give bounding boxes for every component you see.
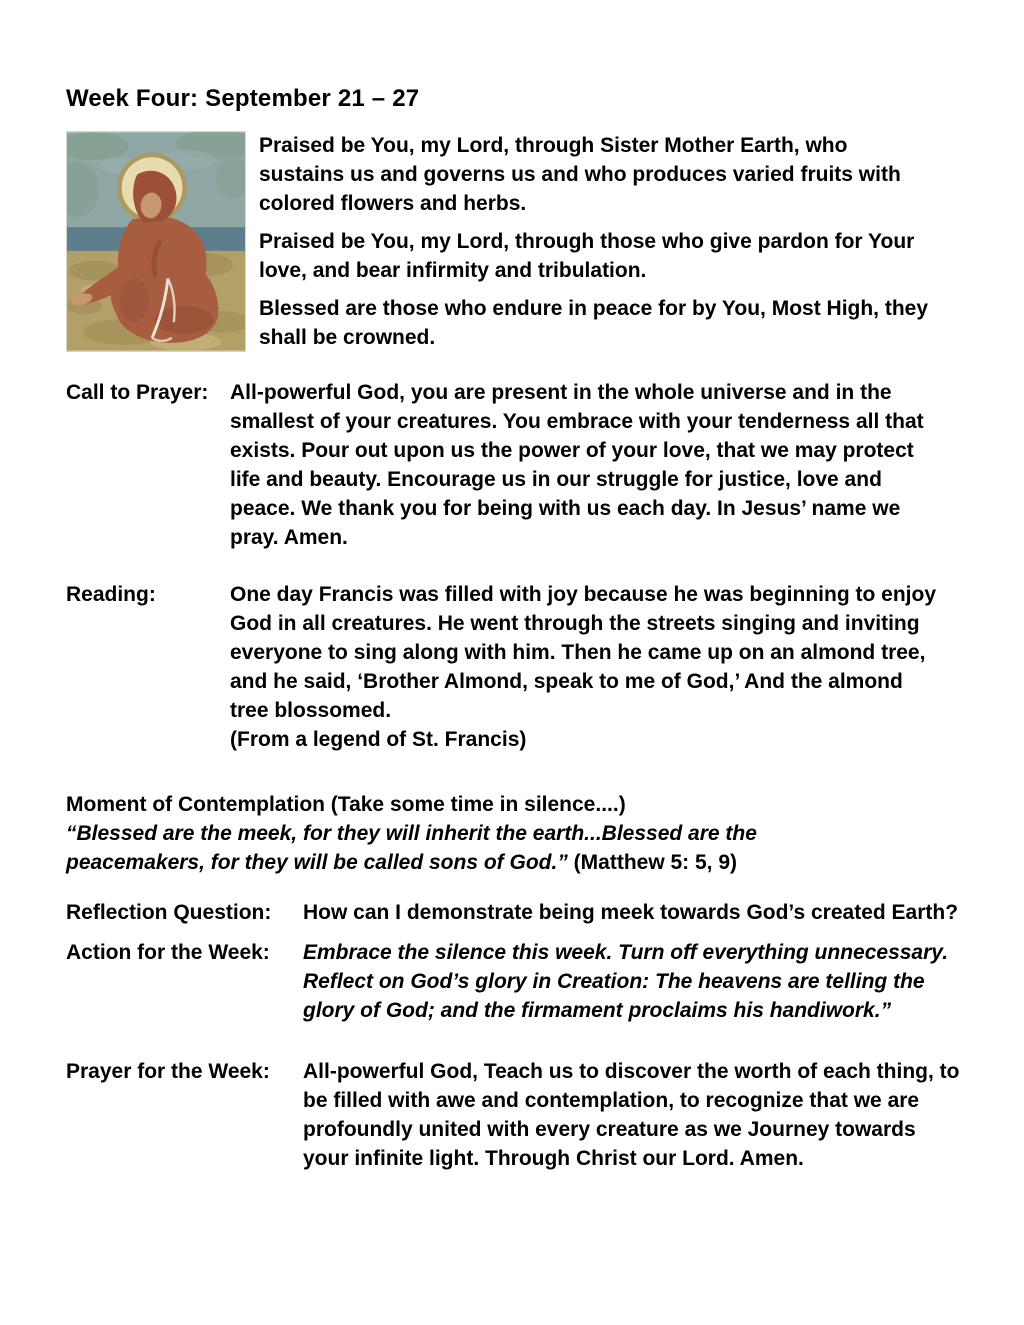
reading-section [66, 580, 960, 754]
call-to-prayer-section [66, 378, 960, 552]
call-to-prayer-label: Call to Prayer: [66, 381, 209, 404]
contemplation-section [66, 790, 960, 877]
reading-label: Reading: [66, 583, 156, 606]
page-title: Week Four: September 21 – 27 [66, 85, 420, 112]
canticle-paragraph-1: Praised be You, my Lord, through Sister Mother Earth, who sustains us and governs us and who produces varied fruits with colored flowers and herbs. [259, 134, 901, 215]
contemplation-quote: “Blessed are the meek, for they will inherit the earth...Blessed are the peacemakers, for they will be called sons of God.” [66, 822, 757, 874]
prayer-for-week-section [66, 1057, 960, 1173]
reading-text [230, 580, 940, 754]
reflection-question-label: Reflection Question: [66, 901, 272, 924]
prayer-for-week-text: All-powerful God, Teach us to discover the worth of each thing, to be filled with awe and contemplation, to recognize that we are profoundly united with every creature as we Journey towards your infinite light. Through Christ our Lord. Amen. [303, 1060, 960, 1170]
reflection-question-text: How can I demonstrate being meek towards God’s created Earth? [303, 901, 959, 924]
call-to-prayer-text: All-powerful God, you are present in the whole universe and in the smallest of your creatures. You embrace with your tenderness all that exists. Pour out upon us the power of your love, that we may protect life and beauty. Encourage us in our struggle for justice, love and peace. We thank you for being with us each day. In Jesus’ name we pray. Amen. [230, 381, 924, 549]
contemplation-heading: Moment of Contemplation (Take some time in silence....) [66, 793, 626, 816]
action-for-week-section [66, 938, 960, 1025]
st-francis-painting-art [67, 132, 245, 351]
reading-body: One day Francis was filled with joy because he was beginning to enjoy God in all creatures. He went through the streets singing and inviting everyone to sing along with him. Then he came up on an almond tree, and he said, ‘Brother Almond, speak to me of God,’ And the almond tree blossomed. [230, 583, 937, 722]
st-francis-painting [66, 131, 246, 352]
contemplation-quote-line [66, 819, 866, 877]
reflection-question-section [66, 898, 960, 927]
action-for-week-text: Embrace the silence this week. Turn off everything unnecessary. Reflect on God’s glory in Creation: The heavens are telling the glory of God; and the firmament proclaims his handiwork.” [303, 941, 949, 1022]
canticle-paragraphs [259, 131, 935, 352]
canticle-paragraph-3: Blessed are those who endure in peace for by You, Most High, they shall be crowned. [259, 297, 929, 349]
canticle-paragraph-2: Praised be You, my Lord, through those who give pardon for Your love, and bear infirmity and tribulation. [259, 230, 915, 282]
contemplation-citation: (Matthew 5: 5, 9) [567, 851, 738, 874]
reading-attribution: (From a legend of St. Francis) [230, 728, 527, 751]
action-for-week-label: Action for the Week: [66, 941, 270, 964]
prayer-for-week-label: Prayer for the Week: [66, 1060, 270, 1083]
intro-section [66, 131, 960, 352]
